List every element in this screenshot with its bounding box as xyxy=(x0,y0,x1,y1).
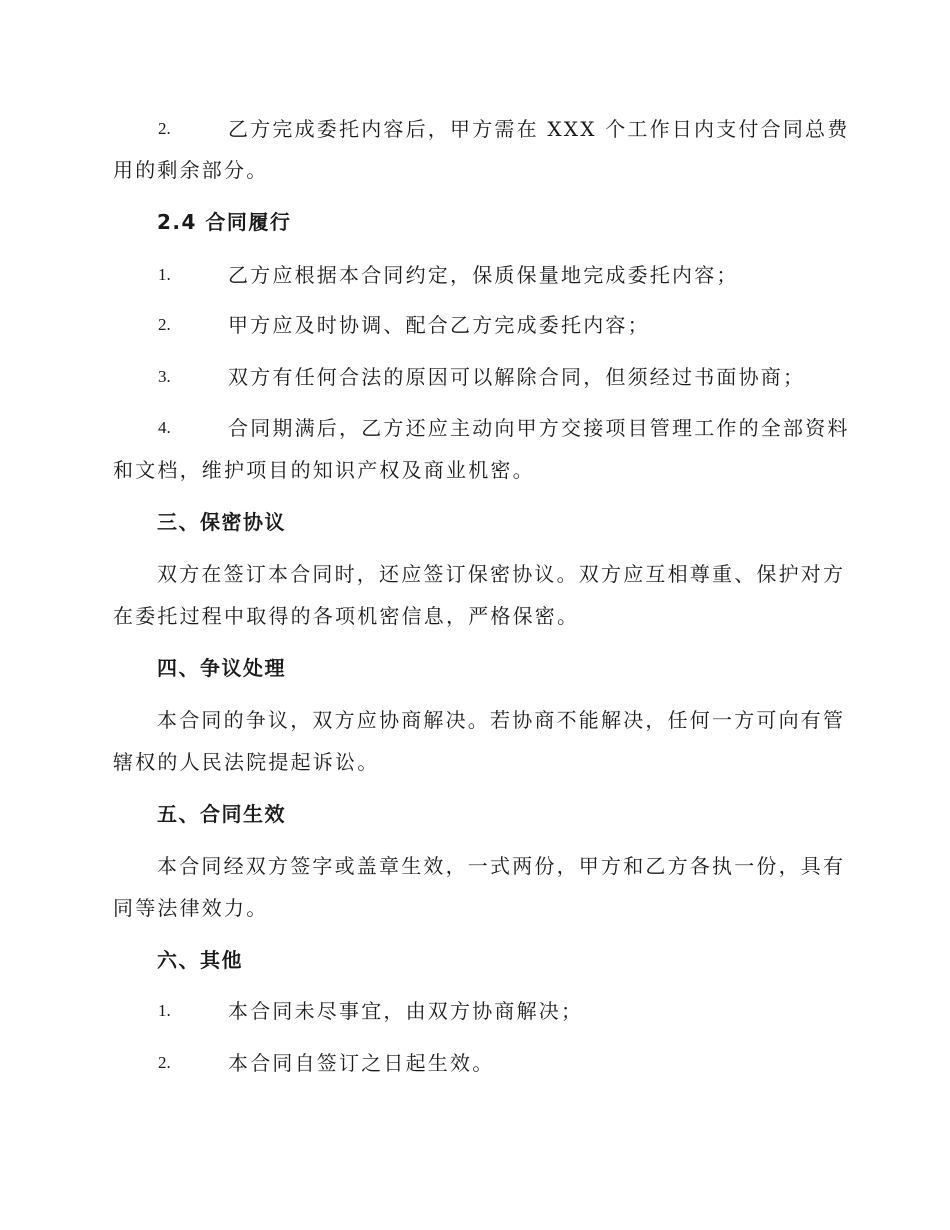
list-number: 3. xyxy=(158,367,171,386)
paragraph-line: 乙方完成委托内容后，甲方需在 XXX 个工作日内支付合同总费 xyxy=(228,117,850,141)
section-heading: 四、争议处理 xyxy=(157,656,286,680)
list-item-text: 和文档，维护项目的知识产权及商业机密。 xyxy=(113,458,535,482)
section-heading: 三、保密协议 xyxy=(157,510,286,534)
paragraph-line: 本合同的争议，双方应协商解决。若协商不能解决，任何一方可向有管 xyxy=(157,708,846,732)
list-number: 1. xyxy=(158,265,171,284)
list-item-text: 双方有任何合法的原因可以解除合同，但须经过书面协商； xyxy=(228,365,806,389)
paragraph-line: 用的剩余部分。 xyxy=(113,158,269,182)
list-item-text: 乙方应根据本合同约定，保质保量地完成委托内容； xyxy=(228,263,739,287)
paragraph-line: 辖权的人民法院提起诉讼。 xyxy=(113,750,380,774)
list-number: 2. xyxy=(158,1053,171,1072)
list-item-text: 本合同未尽事宜，由双方协商解决； xyxy=(228,999,584,1023)
list-number: 2. xyxy=(158,315,171,334)
section-heading: 六、其他 xyxy=(157,948,243,972)
list-item-text: 本合同自签订之日起生效。 xyxy=(228,1051,495,1075)
section-heading: 五、合同生效 xyxy=(157,802,286,826)
paragraph-line: 同等法律效力。 xyxy=(113,896,269,920)
list-number: 2. xyxy=(158,119,171,138)
paragraph-line: 双方在签订本合同时，还应签订保密协议。双方应互相尊重、保护对方 xyxy=(157,562,846,586)
list-number: 1. xyxy=(158,1001,171,1020)
list-number: 4. xyxy=(158,418,171,437)
paragraph-line: 本合同经双方签字或盖章生效，一式两份，甲方和乙方各执一份，具有 xyxy=(157,854,846,878)
paragraph-line: 在委托过程中取得的各项机密信息，严格保密。 xyxy=(113,604,580,628)
list-item-text: 甲方应及时协调、配合乙方完成委托内容； xyxy=(228,313,650,337)
section-heading: 2.4 合同履行 xyxy=(157,210,292,234)
list-item-text: 合同期满后，乙方还应主动向甲方交接项目管理工作的全部资料 xyxy=(228,416,850,440)
